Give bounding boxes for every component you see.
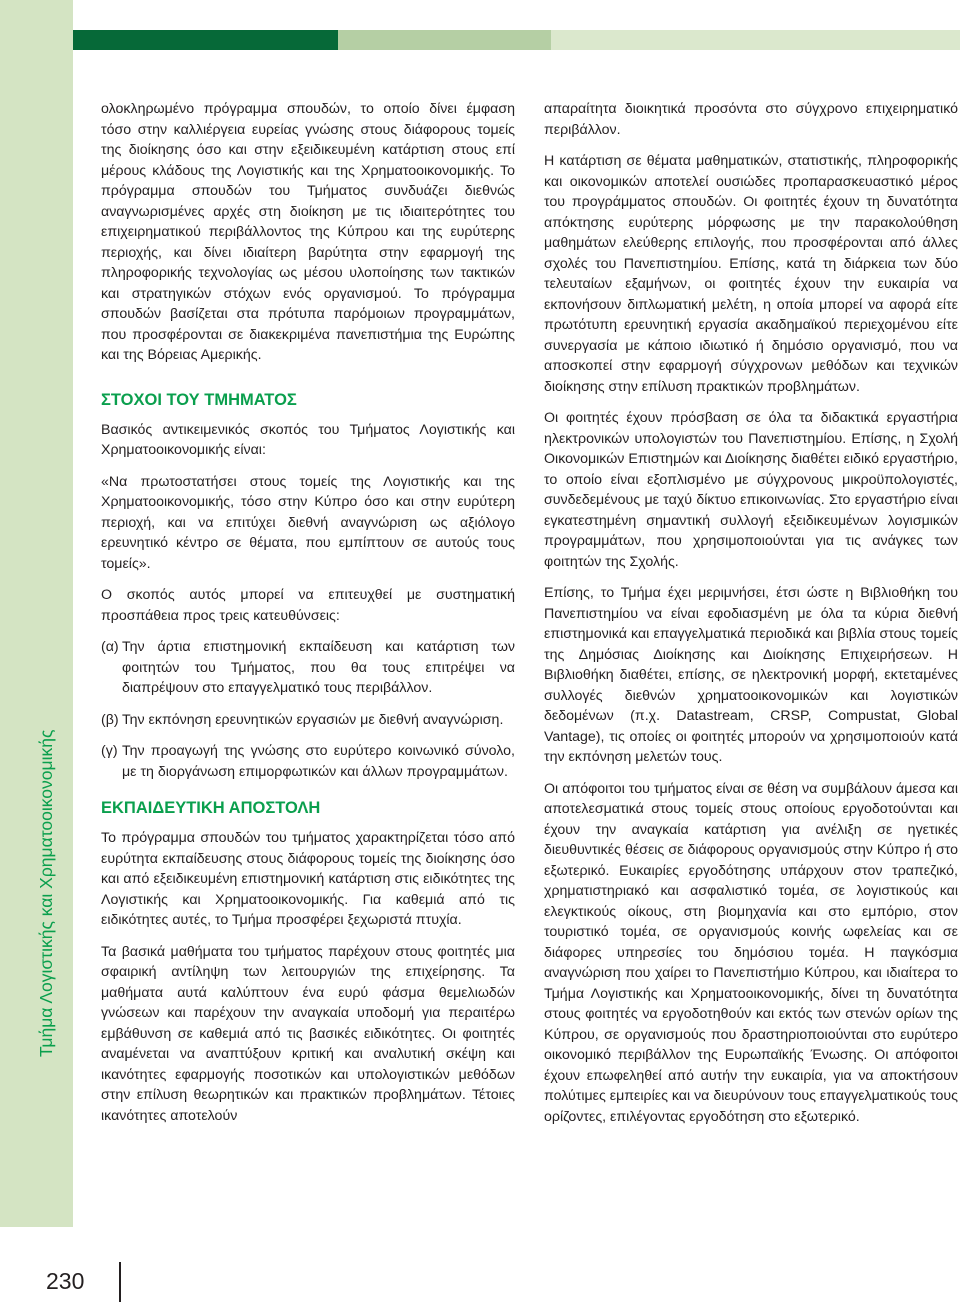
list-item-text: Την εκπόνηση ερευνητικών εργασιών με διεθνή αναγνώριση. (122, 711, 504, 728)
right-paragraph-1: απαραίτητα διοικητικά προσόντα στο σύγχρονο επιχειρηματικό περιβάλλον. (544, 101, 958, 138)
right-paragraph-3: Οι φοιτητές έχουν πρόσβαση σε όλα τα διδακτικά εργαστήρια ηλεκτρονικών υπολογιστών του Πανεπιστημίου. Επίσης, η Σχολή Οικονομικών Επιστημών και Διοίκησης διαθέτει ειδικό εργαστήριο, το οποίο είναι εξοπλισμένο με σύγχρονους μικροϋπολογιστές, συνδεδεμένους με ταχύ δίκτυο επικοινωνίας. Στο εργαστήριο είναι εγκατεστημένη σημαντική συλλογή εξειδικευμένων λογισμικών προγραμμάτων, που χρησιμοποιούνται για τις ανάγκες των φοιτητών της Σχολής. (544, 410, 958, 570)
header-bar-light (551, 30, 960, 50)
right-paragraph-4: Επίσης, το Τμήμα έχει μεριμνήσει, έτσι ώστε η Βιβλιοθήκη του Πανεπιστημίου να είναι εφοδιασμένη με όλα τα κύρια διεθνή επιστημονικά και επαγγελματικά περιοδικά και βιβλία στους τομείς της Δημόσιας Διοίκησης και Διοίκησης Επιχειρήσεων. Η Βιβλιοθήκη διαθέτει, επίσης, σε ηλεκτρονική μορφή, εκτεταμένες συλλογές διεθνών χρηματοοικονομικών και λογιστικών δεδομένων (π.χ. Datastream, CRSP, Compustat, Global Vantage), τις οποίες οι φοιτητές μπορούν να χρησιμοποιούν κατά την εκπόνηση μελετών τους. (544, 585, 958, 765)
list-item (101, 741, 515, 782)
left-paragraph-1: ολοκληρωμένο πρόγραμμα σπουδών, το οποίο δίνει έμφαση τόσο στην καλλιέργεια ευρείας γνώσης στους διάφορους τομείς της διοίκησης όσο και στην εξειδικευμένη κατάρτιση στους επί μέρους κλάδους της Λογιστικής και της Χρηματοοικονομικής. Το πρόγραμμα σπουδών του Τμήματος συνδυάζει διεθνώς αναγνωρισμένες αρχές στη διοίκηση με τις ιδιαιτερότητες του επιχειρηματικού περιβάλλοντος της Κύπρου και της ευρύτερης περιοχής, και δίνει ιδιαίτερη βαρύτητα στην εφαρμογή της πληροφορικής τεχνολογίας ως μέσου υλοποίησης των τακτικών και στρατηγικών στόχων ενός οργανισμού. Το πρόγραμμα σπουδών βασίζεται στα πρότυπα παρόμοιων προγραμμάτων, που προσφέρονται σε διακεκριμένα πανεπιστήμια της Ευρώπης και της Βόρειας Αμερικής. (101, 101, 515, 363)
right-paragraph-5: Οι απόφοιτοι του τμήματος είναι σε θέση να συμβάλουν άμεσα και αποτελεσματικά στους τομείς στους οποίους εργοδοτούνται και έχουν την αναγκαία κατάρτιση για ανέλιξη σε ηγετικές διευθυντικές θέσεις σε διάφορους οργανισμούς στην Κύπρο ή στο εξωτερικό. Ευκαιρίες εργοδότησης υπάρχουν στον τραπεζικό, χρηματιστηριακό και ασφαλιστικό τομέα, σε λογιστικούς και ελεγκτικούς οίκους, στη βιομηχανία και στο εμπόριο, στον τουριστικό τομέα, σε οργανισμούς κοινής ωφελείας και σε διάφορες υπηρεσίες του δημόσιου τομέα. Η παγκόσμια αναγνώριση που χαίρει το Πανεπιστήμιο Κύπρου, και ιδιαίτερα το Τμήμα Λογιστικής και Χρηματοοικονομικής, δίνει τη δυνατότητα στους φοιτητές να εργοδοτηθούν και εκτός των στενών ορίων της Κύπρου, σε οργανισμούς που δραστηριοποιούνται στο ευρύτερο οικονομικό περιβάλλον της Ευρωπαϊκής Ένωσης. Οι απόφοιτοι έχουν επωφεληθεί από αυτήν την ευκαιρία, για να αποκτήσουν πολύτιμες εμπειρίες και να διευρύνουν τους επαγγελματικούς τους ορίζοντες, επιλέγοντας εργοδότηση στο εξωτερικό. (544, 780, 958, 1125)
list-item-marker: (α) (101, 639, 119, 655)
list-item-text: Την άρτια επιστημονική εκπαίδευση και κατάρτιση των φοιτητών του Τμήματος, που θα τους επιτρέψει να διαπρέψουν στο επαγγελματικό τους περιβάλλον. (122, 639, 515, 696)
list-item (101, 637, 515, 699)
page-number: 230 (46, 1268, 85, 1294)
list-item (101, 710, 515, 731)
header-bar-mid (338, 30, 551, 50)
right-column (544, 99, 958, 1138)
page-number-divider (119, 1262, 121, 1302)
sidebar (0, 0, 73, 1227)
left-paragraph-6: Τα βασικά μαθήματα του τμήματος παρέχουν στους φοιτητές μια σφαιρική αντίληψη των λειτουργιών της επιχείρησης. Τα μαθήματα αυτά καλύπτουν ένα ευρύ φάσμα θεμελιωδών γνώσεων και παρέχουν την αναγκαία υποδομή για περαιτέρω εμβάθυνση σε καθεμιά από τις βασικές ειδικότητες. Οι φοιτητές αναμένεται να αναπτύξουν κριτική και αναλυτική σκέψη και ικανότητες εφαρμογής ποσοτικών και υπολογιστικών μεθόδων στην επίλυση θεωρητικών και πρακτικών προβλημάτων. Τέτοιες ικανότητες αποτελούν (101, 943, 515, 1124)
left-paragraph-5: Το πρόγραμμα σπουδών του τμήματος χαρακτηρίζεται τόσο από ευρύτητα εκπαίδευσης στους διάφορους τομείς της διοίκησης όσο και από εξειδικευμένη επιστημονική κατάρτιση στις ειδικότητες της Λογιστικής και Χρηματοοικονομικής. Για καθεμιά από τις ειδικότητες αυτές, το Τμήμα προσφέρει ξεχωριστά πτυχία. (101, 830, 515, 928)
list-item-text: Την προαγωγή της γνώσης στο ευρύτερο κοινωνικό σύνολο, με τη διοργάνωση επιμορφωτικών και άλλων προγραμμάτων. (122, 743, 515, 780)
left-paragraph-2: Βασικός αντικειμενικός σκοπός του Τμήματος Λογιστικής και Χρηματοοικονομικής είναι: (101, 421, 515, 458)
sidebar-title: Τμήμα Λογιστικής και Χρηματοοικονομικής (36, 729, 56, 1057)
left-column (101, 99, 515, 1137)
left-paragraph-4: Ο σκοπός αυτός μπορεί να επιτευχθεί με συστηματική προσπάθεια προς τρεις κατευθύνσεις: (101, 587, 515, 624)
list-item-marker: (β) (101, 711, 119, 728)
heading-educational-mission: ΕΚΠΑΙΔΕΥΤΙΚΗ ΑΠΟΣΤΟΛΗ (101, 799, 321, 817)
right-paragraph-2: Η κατάρτιση σε θέματα μαθηματικών, στατιστικής, πληροφορικής και οικονομικών αποτελεί ουσιώδες προπαρασκευαστικό μέρος του προγράμματος σπουδών. Οι φοιτητές έχουν τη δυνατότητα απόκτησης ευρύτερης μόρφωσης με την παρακολούθηση μαθημάτων ελεύθερης επιλογής, που προσφέρονται από άλλες σχολές του Πανεπιστημίου. Επίσης, κατά τη διάρκεια των δύο τελευταίων εξαμήνων, οι φοιτητές έχουν την ευκαιρία να εκπονήσουν διπλωματική μελέτη, η οποία μπορεί να αφορά είτε πρωτότυπη ερευνητική εργασία ακαδημαϊκού περιεχομένου είτε συνεργασία με κάποιο ιδιωτικό ή δημόσιο οργανισμό, που να αποσκοπεί στην εφαρμογή σύγχρονων μεθόδων και τεχνικών διοίκησης στην επίλυση πρακτικών προβλημάτων. (544, 153, 958, 395)
list-item-marker: (γ) (101, 743, 118, 759)
heading-department-goals: ΣΤΟΧΟΙ ΤΟΥ ΤΜΗΜΑΤΟΣ (101, 390, 297, 409)
left-paragraph-quote: «Να πρωτοστατήσει στους τομείς της Λογιστικής και της Χρηματοοικονομικής, τόσο στην Κύπρο όσο και στην ευρύτερη περιοχή, και να επιτύχει διεθνή αναγνώριση ως αξιόλογο ερευνητικό κέντρο σε θέματα, που εμπίπτουν σε αυτούς τους τομείς». (101, 473, 515, 572)
